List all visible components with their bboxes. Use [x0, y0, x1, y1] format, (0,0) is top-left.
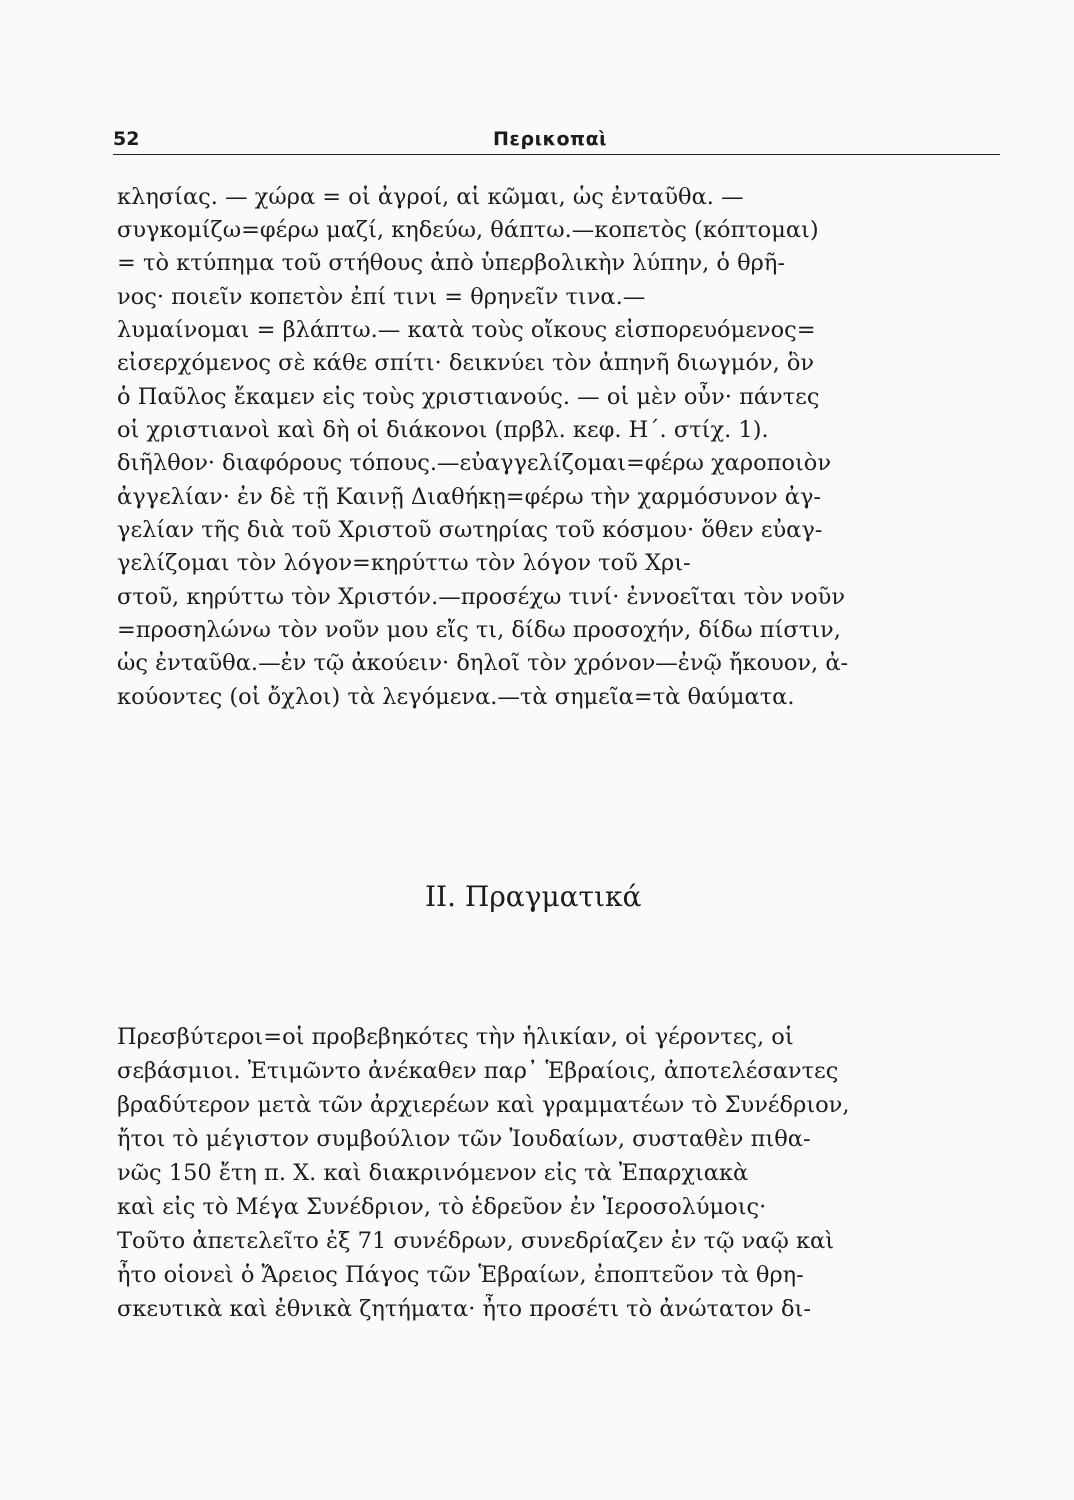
page-header — [113, 128, 1000, 155]
glossary-line: εἰσερχόμενος σὲ κάθε σπίτι· δεικνύει τὸν ἀπηνῆ διωγμόν, ὃν — [117, 350, 815, 376]
glossary-line: κλησίας. — χώρα = οἱ ἀγροί, αἱ κῶμαι, ὡς ἐνταῦθα. — — [117, 184, 744, 210]
glossary-line: διῆλθον· διαφόρους τόπους.—εὐαγγελίζομαι=φέρω χαροποιὸν — [117, 450, 832, 476]
glossary-line: λυμαίνομαι = βλάπτω.— κατὰ τοὺς οἴκους εἰσπορευόμενος= — [117, 317, 816, 343]
glossary-line: γελίζομαι τὸν λόγον=κηρύττω τὸν λόγον τοῦ Χρι- — [117, 550, 691, 576]
body-line: ἤτοι τὸ μέγιστον συμβούλιον τῶν Ἰουδαίων, συσταθὲν πιθα- — [117, 1126, 811, 1152]
glossary-line: συγκομίζω=φέρω μαζί, κηδεύω, θάπτω.—κοπετὸς (κόπτομαι) — [117, 217, 819, 243]
glossary-line: = τὸ κτύπημα τοῦ στήθους ἀπὸ ὑπερβολικὴν λύπην, ὁ θρῆ- — [117, 250, 785, 276]
page-number: 52 — [113, 128, 140, 150]
body-line: νῶς 150 ἔτη π. Χ. καὶ διακρινόμενον εἰς τὰ Ἐπαρχιακὰ — [117, 1160, 749, 1186]
body-line: Πρεσβύτεροι=οἱ προβεβηκότες τὴν ἡλικίαν, οἱ γέροντες, οἱ — [117, 1024, 794, 1050]
glossary-line: οἱ χριστιανοὶ καὶ δὴ οἱ διάκονοι (πρβλ. κεφ. Η΄. στίχ. 1). — [117, 417, 769, 443]
glossary-line: νος· ποιεῖν κοπετὸν ἐπί τινι = θρηνεῖν τινα.— — [117, 284, 646, 310]
body-line: ἦτο οἱονεὶ ὁ Ἄρειος Πάγος τῶν Ἑβραίων, ἐποπτεῦον τὰ θρη- — [117, 1262, 804, 1288]
body-line: καὶ εἰς τὸ Μέγα Συνέδριον, τὸ ἑδρεῦον ἐν Ἱεροσολύμοις· — [117, 1194, 767, 1220]
glossary-line: στοῦ, κηρύττω τὸν Χριστόν.—προσέχω τινί· ἐννοεῖται τὸν νοῦν — [117, 584, 846, 610]
glossary-line: ὁ Παῦλος ἔκαμεν εἰς τοὺς χριστιανούς. — οἱ μὲν οὖν· πάντες — [117, 384, 820, 410]
section-title: ΙΙ. Πραγματικά — [425, 880, 642, 913]
body-line: Τοῦτο ἀπετελεῖτο ἐξ 71 συνέδρων, συνεδρίαζεν ἐν τῷ ναῷ καὶ — [117, 1228, 835, 1254]
glossary-line: =προσηλώνω τὸν νοῦν μου εἴς τι, δίδω προσοχήν, δίδω πίστιν, — [117, 617, 841, 643]
body-line: σκευτικὰ καὶ ἐθνικὰ ζητήματα· ἦτο προσέτι τὸ ἀνώτατον δι- — [117, 1296, 811, 1322]
body-line: σεβάσμιοι. Ἐτιμῶντο ἀνέκαθεν παρ᾽ Ἑβραίοις, ἀποτελέσαντες — [117, 1058, 839, 1084]
glossary-line: γελίαν τῆς διὰ τοῦ Χριστοῦ σωτηρίας τοῦ κόσμου· ὅθεν εὐαγ- — [117, 517, 823, 543]
body-line: βραδύτερον μετὰ τῶν ἀρχιερέων καὶ γραμματέων τὸ Συνέδριον, — [117, 1092, 850, 1118]
glossary-line: ὡς ἐνταῦθα.—ἐν τῷ ἀκούειν· δηλοῖ τὸν χρόνον—ἐνῷ ἤκουον, ἀ- — [117, 650, 849, 676]
glossary-line: ἀγγελίαν· ἐν δὲ τῇ Καινῇ Διαθήκῃ=φέρω τὴν χαρμόσυνον ἀγ- — [117, 484, 822, 510]
running-head: Περικοπαὶ — [493, 128, 608, 150]
glossary-line: κούοντες (οἱ ὄχλοι) τὰ λεγόμενα.—τὰ σημεῖα=τὰ θαύματα. — [117, 684, 795, 710]
